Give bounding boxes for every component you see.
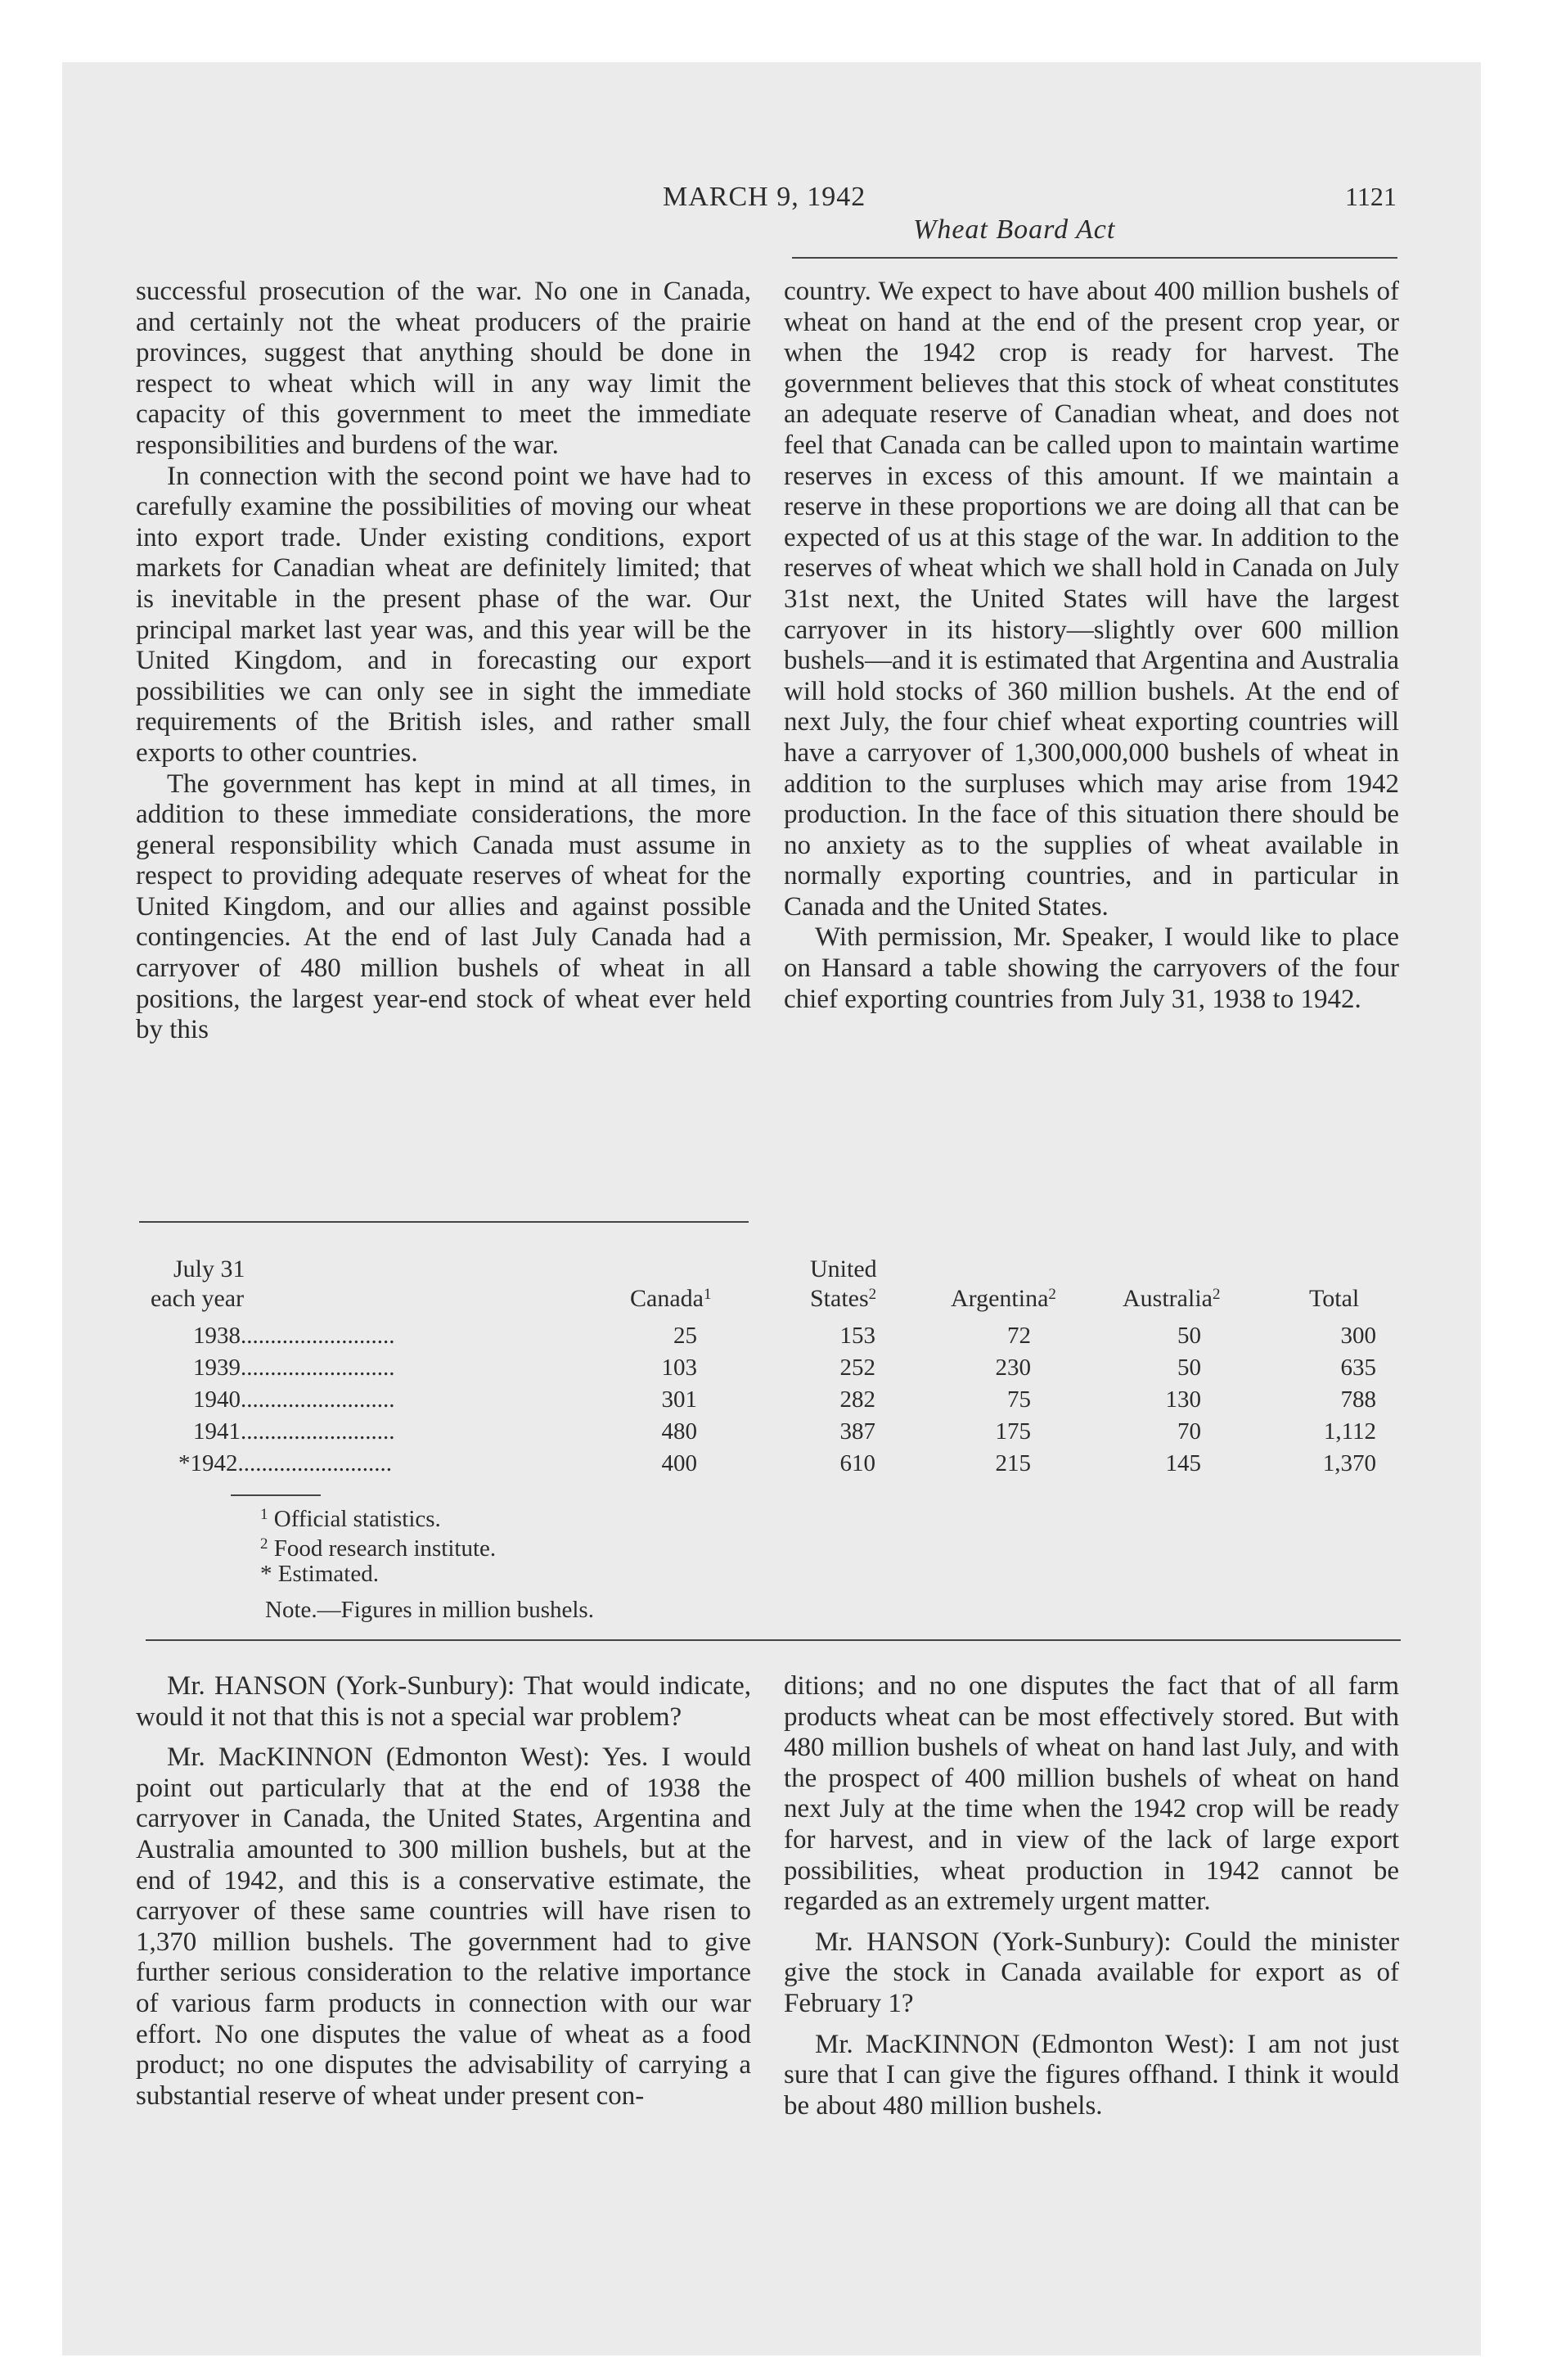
- year-label: 1940: [193, 1386, 241, 1413]
- footnote-mark: 2: [260, 1535, 268, 1553]
- paragraph: ditions; and no one disputes the fact that of all farm products wheat can be most effectively stored. But with 480 million bushels of wheat on hand last July, and with the prospect of 400 million bushels of wheat on hand next July at the time when the 1942 crop will be ready for harvest, and in view of the lack of large export possibilities, wheat production in 1942 cannot be regarded as an extremely urgent matter.: [784, 1671, 1399, 1917]
- leader-dots: ..........................: [241, 1386, 395, 1413]
- cell-australia: 70: [1177, 1418, 1201, 1445]
- col-header-argentina: [951, 1285, 1056, 1313]
- stub-header-line1: July 31: [173, 1255, 245, 1282]
- cell-argentina: 72: [1007, 1323, 1031, 1349]
- footnote-mark: 2: [1048, 1286, 1056, 1303]
- cell-canada: 400: [661, 1450, 697, 1476]
- footnote-text: Food research institute.: [273, 1535, 497, 1562]
- footnote-2: [260, 1530, 496, 1562]
- year-label: 1938: [193, 1323, 241, 1349]
- year-label: 1941: [193, 1418, 241, 1445]
- leader-dots: ..........................: [241, 1355, 395, 1381]
- table-row-year: [193, 1386, 395, 1413]
- cell-total: 788: [1340, 1386, 1376, 1413]
- cell-total: 300: [1340, 1323, 1376, 1349]
- section-rule: [139, 1221, 749, 1223]
- col-header-australia-label: Australia: [1123, 1285, 1213, 1312]
- cell-argentina: 175: [995, 1418, 1031, 1445]
- footnote-mark: 2: [1212, 1286, 1221, 1303]
- paragraph: country. We expect to have about 400 million bushels of wheat on hand at the end of the present crop year, or when the 1942 crop is ready for harvest. The government believes that this stock of wheat constitutes an adequate reserve of Canadian wheat, and does not feel that Canada can be called upon to maintain wartime reserves in excess of this amount. If we maintain a reserve in these proportions we are doing all that can be expected of us at this stage of the war. In addition to the reserves of wheat which we shall hold in Canada on July 31st next, the United States will have the largest carryover in its history—slightly over 600 million bushels—and it is estimated that Argentina and Australia will hold stocks of 360 million bushels. At the end of next July, the four chief wheat exporting countries will have a carryover of 1,300,000,000 bushels of wheat in addition to the surpluses which may arise from 1942 production. In the face of this situation there should be no anxiety as to the supplies of wheat available in normally exporting countries, and in particular in Canada and the United States.: [784, 277, 1399, 922]
- cell-us: 282: [839, 1386, 875, 1413]
- header-rule: [792, 257, 1397, 259]
- col-header-argentina-label: Argentina: [951, 1285, 1049, 1312]
- cell-australia: 50: [1177, 1323, 1201, 1349]
- paragraph: Mr. MacKINNON (Edmonton West): Yes. I would point out particularly that at the end of 1938 the carryover in Canada, the United States, Argentina and Australia amounted to 300 million bushels, but at the end of 1942, and this is a conservative estimate, the carryover of these same countries will have risen to 1,370 million bushels. The government had to give further serious consideration to the relative importance of various farm products in connection with our war effort. No one disputes the value of wheat as a food product; no one disputes the advisability of carrying a substantial reserve of wheat under present con-: [136, 1742, 751, 2111]
- section-rule: [146, 1639, 1401, 1641]
- col-header-us-line1: United: [810, 1255, 877, 1282]
- header-subtitle: Wheat Board Act: [913, 214, 1116, 245]
- col-header-australia: [1123, 1285, 1220, 1313]
- leader-dots: ..........................: [241, 1323, 395, 1349]
- footnote-rule: [231, 1494, 321, 1496]
- upper-right-column: [784, 277, 1399, 1015]
- table-note: Note.—Figures in million bushels.: [265, 1597, 594, 1623]
- paragraph: In connection with the second point we have had to carefully examine the possibilities of moving our wheat into export trade. Under existing conditions, export markets for Canadian wheat are definitely limited; that is inevitable in the present phase of the war. Our principal market last year was, and this year will be the United Kingdom, and in forecasting our export possibilities we can only see in sight the immediate requirements of the British isles, and rather small exports to other countries.: [136, 461, 751, 768]
- footnote-mark: 1: [260, 1506, 268, 1523]
- leader-dots: ..........................: [241, 1418, 395, 1445]
- col-header-canada-label: Canada: [630, 1285, 704, 1312]
- cell-total: 635: [1340, 1355, 1376, 1381]
- paragraph: Mr. MacKINNON (Edmonton West): I am not just sure that I can give the figures offhand. I think it would be about 480 million bushels.: [784, 2029, 1399, 2121]
- col-header-us-label: States: [810, 1285, 869, 1312]
- paragraph: Mr. HANSON (York-Sunbury): Could the minister give the stock in Canada available for export as of February 1?: [784, 1927, 1399, 2018]
- table-row-year: [178, 1450, 392, 1477]
- cell-australia: 145: [1165, 1450, 1201, 1476]
- lower-left-column: [136, 1671, 751, 2112]
- cell-canada: 480: [661, 1418, 697, 1445]
- cell-australia: 50: [1177, 1355, 1201, 1381]
- footnote-estimated: * Estimated.: [260, 1561, 379, 1587]
- col-header-total: Total: [1309, 1285, 1360, 1312]
- cell-australia: 130: [1165, 1386, 1201, 1413]
- cell-argentina: 75: [1007, 1386, 1031, 1413]
- footnote-mark: 1: [703, 1286, 712, 1303]
- cell-total: 1,370: [1322, 1450, 1376, 1476]
- upper-left-column: [136, 277, 751, 1046]
- footnote-1: [260, 1501, 441, 1533]
- col-header-us: [810, 1285, 876, 1313]
- table-row-year: [193, 1323, 395, 1350]
- cell-us: 387: [839, 1418, 875, 1445]
- cell-total: 1,112: [1323, 1418, 1376, 1445]
- footnote-text: Official statistics.: [273, 1506, 441, 1532]
- table-row-year: [193, 1355, 395, 1382]
- lower-right-column: [784, 1671, 1399, 2121]
- stub-header-line2: each year: [151, 1285, 245, 1312]
- year-label: 1939: [193, 1355, 241, 1381]
- paragraph: Mr. HANSON (York-Sunbury): That would indicate, would it not that this is not a special war problem?: [136, 1671, 751, 1732]
- cell-canada: 301: [661, 1386, 697, 1413]
- cell-us: 153: [839, 1323, 875, 1349]
- cell-us: 610: [839, 1450, 875, 1476]
- paragraph: The government has kept in mind at all times, in addition to these immediate considerations, the more general responsibility which Canada must assume in respect to providing adequate reserves of wheat for the United Kingdom, and our allies and against possible contingencies. At the end of last July Canada had a carryover of 480 million bushels of wheat in all positions, the largest year-end stock of wheat ever held by this: [136, 769, 751, 1045]
- year-label: *1942: [178, 1450, 238, 1476]
- table-row-year: [193, 1418, 395, 1445]
- cell-argentina: 215: [995, 1450, 1031, 1476]
- col-header-canada: [630, 1285, 711, 1313]
- cell-canada: 25: [673, 1323, 697, 1349]
- cell-argentina: 230: [995, 1355, 1031, 1381]
- cell-us: 252: [839, 1355, 875, 1381]
- header-date: MARCH 9, 1942: [663, 182, 866, 212]
- leader-dots: ..........................: [237, 1450, 392, 1476]
- paragraph: successful prosecution of the war. No one in Canada, and certainly not the wheat producers of the prairie provinces, suggest that anything should be done in respect to wheat which will in any way limit the capacity of this government to meet the immediate responsibilities and burdens of the war.: [136, 277, 751, 460]
- paragraph: With permission, Mr. Speaker, I would like to place on Hansard a table showing the carryovers of the four chief exporting countries from July 31, 1938 to 1942.: [784, 922, 1399, 1014]
- footnote-mark: 2: [868, 1286, 877, 1303]
- page-number: 1121: [1345, 182, 1397, 211]
- cell-canada: 103: [661, 1355, 697, 1381]
